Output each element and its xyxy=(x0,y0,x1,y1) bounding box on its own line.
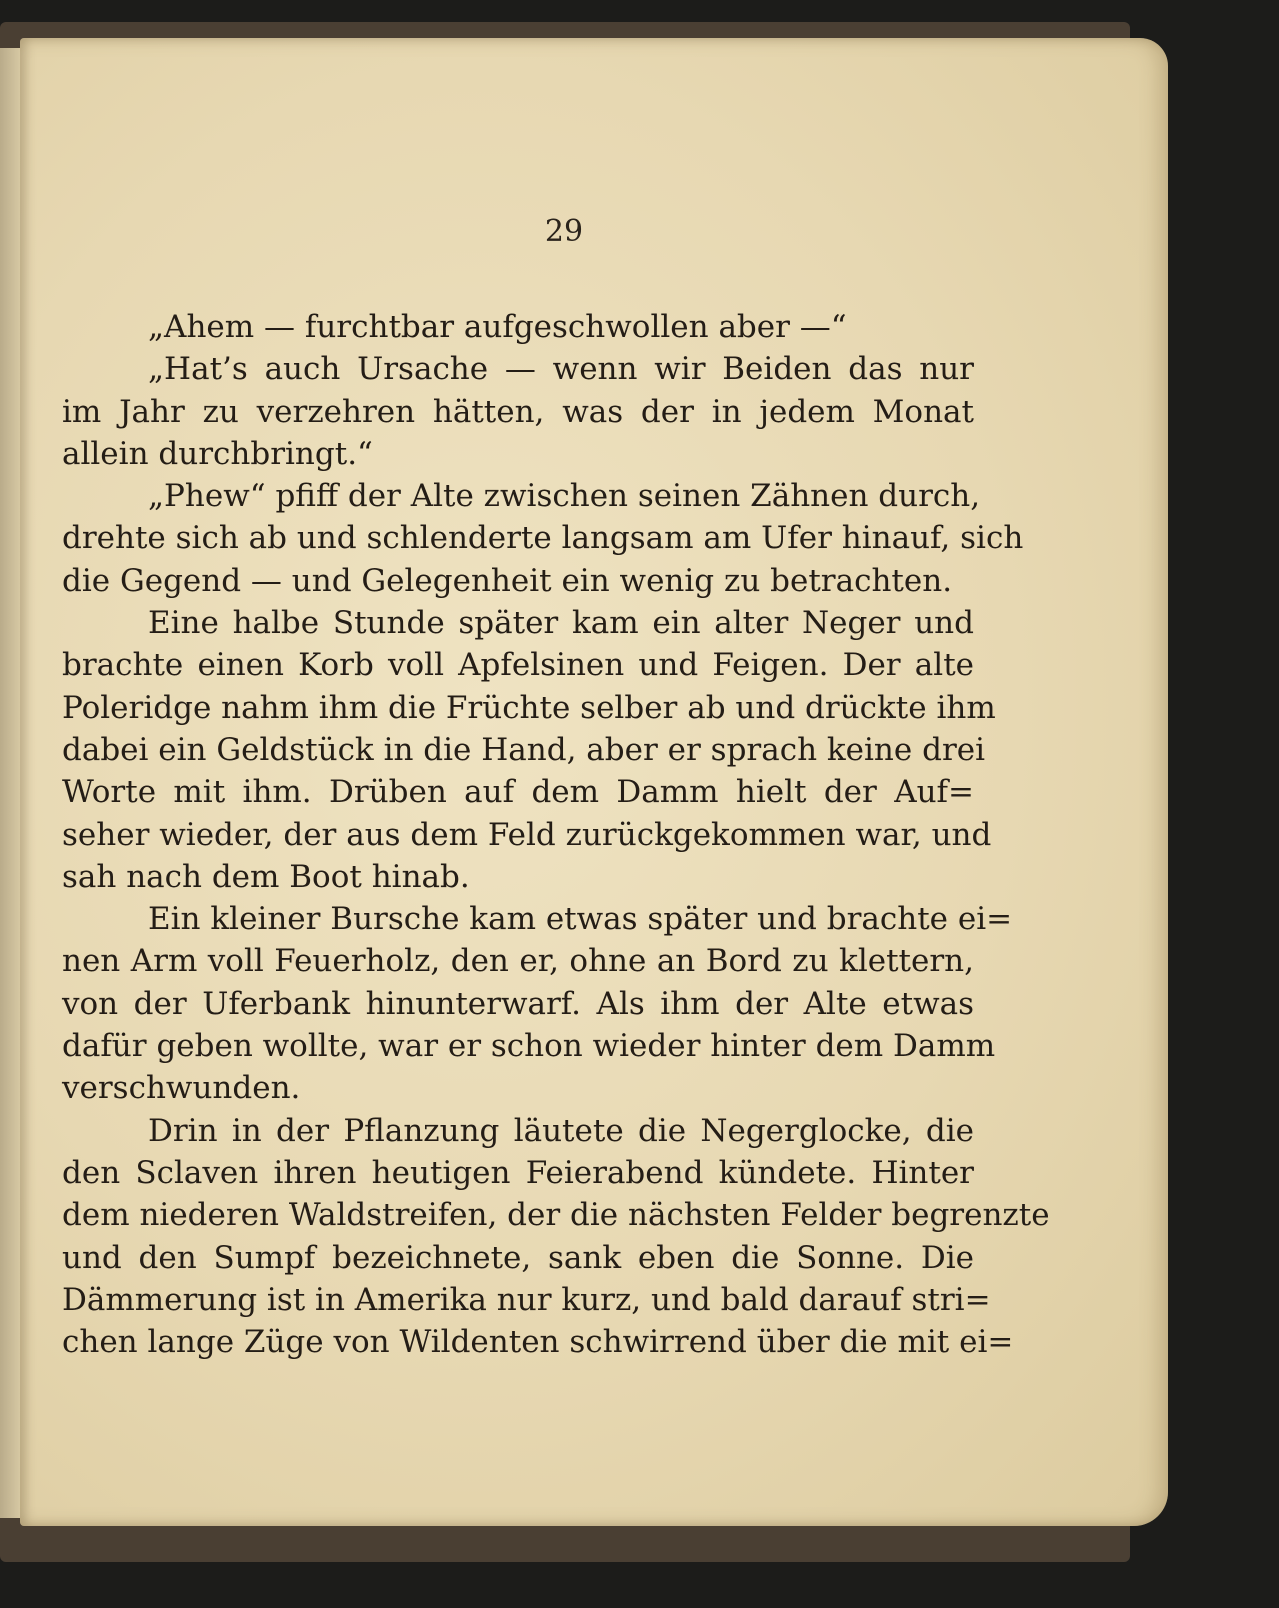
book-page xyxy=(20,38,1168,1526)
text-line: den Sclaven ihren heutigen Feierabend kündete. Hinter xyxy=(62,1154,974,1191)
text-line: nen Arm voll Feuerholz, den er, ohne an Bord zu klettern, xyxy=(62,943,974,980)
text-line: im Jahr zu verzehren hätten, was der in jedem Monat xyxy=(62,393,974,430)
body-text xyxy=(62,306,1050,1363)
text-line: „Ahem — furchtbar aufgeschwollen aber —“ xyxy=(148,309,847,345)
page-number: 29 xyxy=(544,214,584,249)
text-line: drehte sich ab und schlenderte langsam am Ufer hinauf, sich xyxy=(62,520,1024,557)
text-line: Worte mit ihm. Drüben auf dem Damm hielt der Auf= xyxy=(62,774,974,811)
text-line: und den Sumpf bezeichnete, sank eben die Sonne. Die xyxy=(62,1239,974,1276)
text-line: sah nach dem Boot hinab. xyxy=(62,858,470,895)
text-line: Eine halbe Stunde später kam ein alter Neger und xyxy=(148,605,974,642)
text-line: Drin in der Pflanzung läutete die Negerglocke, die xyxy=(148,1112,974,1149)
text-line: von der Uferbank hinunterwarf. Als ihm der Alte etwas xyxy=(62,985,974,1022)
text-line: chen lange Züge von Wildenten schwirrend über die mit ei= xyxy=(62,1324,1014,1361)
text-line: „Phew“ pfiff der Alte zwischen seinen Zähnen durch, xyxy=(148,478,981,515)
text-line: dem niederen Waldstreifen, der die nächsten Felder begrenzte xyxy=(62,1197,1050,1234)
text-line: „Hat’s auch Ursache — wenn wir Beiden das nur xyxy=(148,351,974,388)
text-line: dabei ein Geldstück in die Hand, aber er sprach keine drei xyxy=(62,731,986,768)
text-line: Poleridge nahm ihm die Früchte selber ab und drückte ihm xyxy=(62,689,996,726)
text-line: seher wieder, der aus dem Feld zurückgekommen war, und xyxy=(62,816,992,853)
text-line: verschwunden. xyxy=(62,1070,301,1107)
text-line: brachte einen Korb voll Apfelsinen und Feigen. Der alte xyxy=(62,647,974,684)
text-line: Dämmerung ist in Amerika nur kurz, und bald darauf stri= xyxy=(62,1281,991,1318)
text-line: die Gegend — und Gelegenheit ein wenig zu betrachten. xyxy=(62,562,953,599)
text-line: Ein kleiner Bursche kam etwas später und brachte ei= xyxy=(148,901,1013,938)
facing-page-edge xyxy=(0,48,20,1518)
text-line: allein durchbringt.“ xyxy=(62,435,373,472)
text-line: dafür geben wollte, war er schon wieder hinter dem Damm xyxy=(62,1028,996,1065)
